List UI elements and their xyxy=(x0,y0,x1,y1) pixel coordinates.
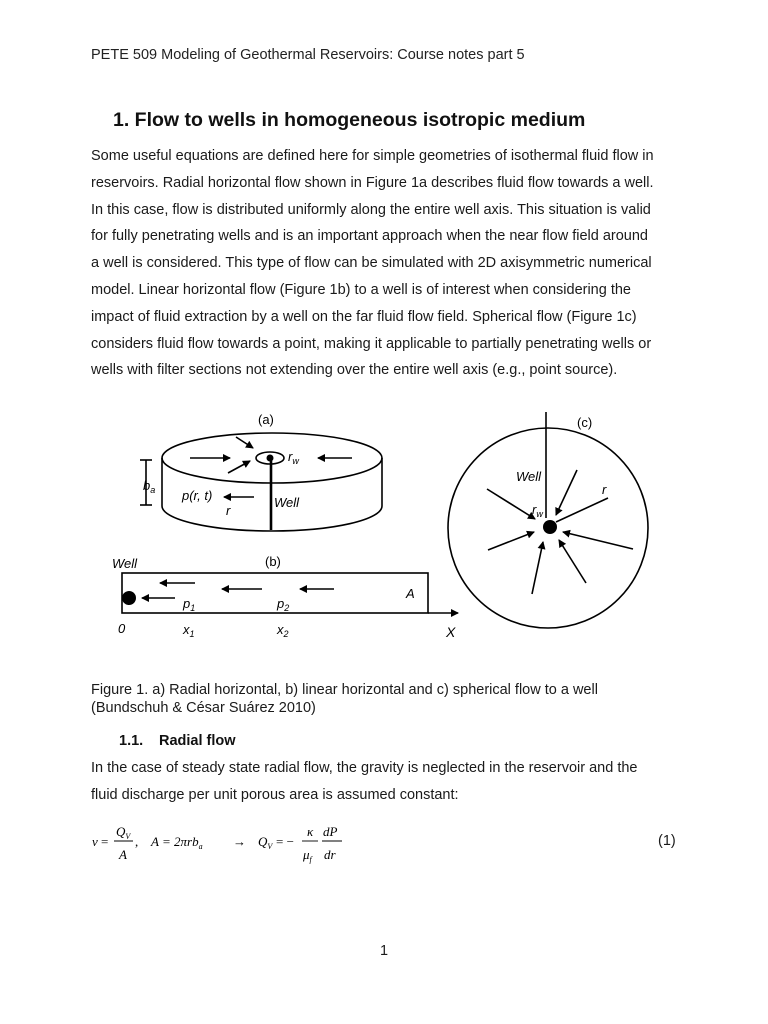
text-line: In this case, flow is distributed uniformly along the entire well axis. This situation is valid xyxy=(91,201,651,218)
text-line: model. Linear horizontal flow (Figure 1b) to a well is of interest when considering the xyxy=(91,281,631,298)
caption-line: (Bundschuh & César Suárez 2010) xyxy=(91,700,316,716)
label-A: A xyxy=(406,586,415,601)
eq-qv: $Q_V$ xyxy=(258,834,273,851)
diagram-c-spherical-flow xyxy=(448,412,648,628)
figure-1-flow-diagram xyxy=(100,400,660,650)
label-x1: $x_1$ xyxy=(183,622,195,639)
eq-equals: = xyxy=(101,834,109,849)
caption-line: Figure 1. a) Radial horizontal, b) linear horizontal and c) spherical flow to a well xyxy=(91,682,598,698)
label-r-c: r xyxy=(602,482,607,497)
label-ba: $b_a$ xyxy=(143,478,156,495)
label-well-c: Well xyxy=(516,469,542,484)
label-x2: $x_2$ xyxy=(277,622,289,639)
eq-mu-f: $\mu_f$ xyxy=(303,847,312,864)
label-rw-a: $r_w$ xyxy=(288,449,299,466)
text-line: wells with filter sections not extending over the entire well axis (e.g., point source). xyxy=(91,362,618,379)
subsection-heading xyxy=(119,733,236,749)
well-point-b xyxy=(122,591,136,605)
paragraph-radial-flow xyxy=(91,755,691,809)
text-line: for fully penetrating wells and is an important approach when the near flow field around xyxy=(91,228,648,245)
page-header: PETE 509 Modeling of Geothermal Reservoirs: Course notes part 5 xyxy=(91,47,525,63)
equation-number: (1) xyxy=(658,833,676,849)
well-point-a xyxy=(267,455,274,462)
page-number: 1 xyxy=(380,943,389,959)
paragraph-intro xyxy=(91,143,691,384)
eq-v: v xyxy=(92,834,98,849)
eq-a-denominator: A xyxy=(119,847,127,862)
eq-2pirb: = 2πrb$_a$ xyxy=(162,834,203,851)
label-b: (b) xyxy=(265,554,281,569)
label-well-b: Well xyxy=(112,556,138,571)
eq-a: A xyxy=(151,834,159,849)
section-title: 1. Flow to wells in homogeneous isotropic medium xyxy=(113,109,586,131)
label-well-a: Well xyxy=(274,495,300,510)
eq-arrow: → xyxy=(233,834,246,849)
label-p2: $p_2$ xyxy=(277,596,290,613)
subsection-number: 1.1. xyxy=(119,733,144,749)
label-X-axis: X xyxy=(446,624,456,640)
label-prt: p(r, t) xyxy=(182,488,213,503)
eq-comma: , xyxy=(135,834,139,849)
text-line: fluid discharge per unit porous area is assumed constant: xyxy=(91,786,459,803)
text-line: a well is considered. This type of flow can be simulated with 2D axisymmetric numerical xyxy=(91,255,652,272)
label-r-a: r xyxy=(226,503,231,518)
eq-dp: dP xyxy=(323,824,338,839)
figure-caption xyxy=(91,681,691,717)
label-c: (c) xyxy=(577,415,593,430)
text-line: Some useful equations are defined here for simple geometries of isothermal fluid flow in xyxy=(91,148,654,164)
text-line: considers fluid flow towards a point, making it applicable to partially penetrating wells or xyxy=(91,335,652,352)
label-p1: $p_1$ xyxy=(183,596,196,613)
eq-kappa: κ xyxy=(307,824,314,839)
diagram-a-radial-cylinder xyxy=(140,433,382,531)
text-line: impact of fluid extraction by a well on the far fluid flow field. Spherical flow (Figure 1c) xyxy=(91,308,637,325)
text-line: reservoirs. Radial horizontal flow shown in Figure 1a describes fluid flow towards a well. xyxy=(91,174,654,191)
subsection-title: Radial flow xyxy=(159,733,236,749)
text-line: In the case of steady state radial flow, the gravity is neglected in the reservoir and the xyxy=(91,760,638,776)
label-rw-c: $r_w$ xyxy=(532,502,543,519)
eq-qv-numerator: $Q_V$ xyxy=(116,824,131,841)
equation-1 xyxy=(91,818,391,868)
label-zero: 0 xyxy=(118,621,126,636)
well-point-c xyxy=(543,520,557,534)
eq-dr: dr xyxy=(324,847,336,862)
eq-minus: = − xyxy=(276,834,294,849)
label-a: (a) xyxy=(258,412,274,427)
